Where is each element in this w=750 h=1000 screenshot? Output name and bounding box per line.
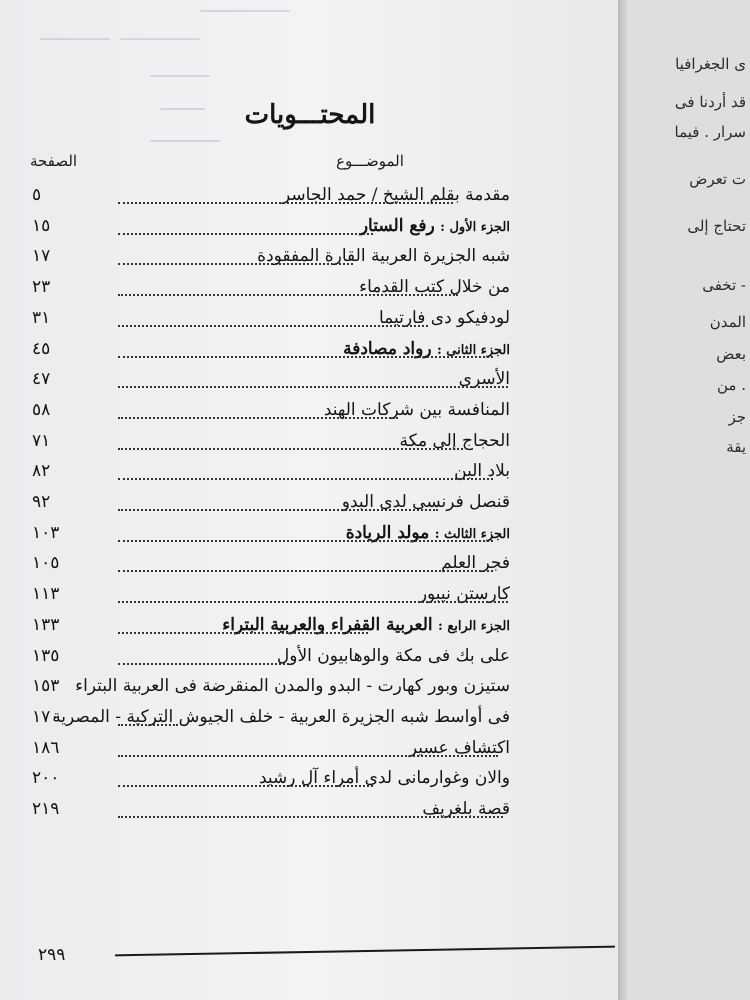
bleed-through-mark xyxy=(150,75,210,77)
toc-entry-title: اكتشاف عسير xyxy=(408,737,510,758)
toc-leader-dots xyxy=(118,570,493,572)
footer-rule xyxy=(115,946,615,957)
toc-leader-dots xyxy=(118,601,508,603)
toc-entry-title: ستيزن وبور كهارت - البدو والمدن المنقرضة فى العربية البتراء xyxy=(75,676,510,697)
toc-page-number: ٤٧ xyxy=(32,369,51,390)
toc-page-number: ١٣٣ xyxy=(32,614,60,635)
page-column-header: الصفحة xyxy=(30,152,78,170)
toc-entry-title: قنصل فرنسى لدى البدو xyxy=(341,492,510,512)
toc-page-number: ٣١ xyxy=(32,307,51,328)
toc-entry-title: كارستن نيبور xyxy=(418,584,510,605)
toc-row xyxy=(0,456,620,486)
toc-part-row xyxy=(0,610,620,640)
toc-page-number: ٧١ xyxy=(32,430,51,451)
toc-row xyxy=(0,272,620,302)
toc-part-row xyxy=(0,518,620,548)
toc-entry-title: الحجاج إلى مكة xyxy=(399,430,510,451)
toc-row xyxy=(0,579,620,609)
toc-entry-title: فجر العلم xyxy=(441,553,510,574)
toc-leader-dots xyxy=(118,540,493,542)
adjacent-page-line: - تخفى xyxy=(702,276,746,294)
toc-entry-title: بلاد البن xyxy=(454,461,510,482)
adjacent-page-line: المدن xyxy=(709,313,746,331)
toc-row xyxy=(0,364,620,394)
toc-row xyxy=(0,702,620,732)
toc-leader-dots xyxy=(118,386,508,388)
toc-leader-dots xyxy=(118,663,293,665)
toc-leader-dots xyxy=(118,632,368,634)
toc-leader-dots xyxy=(118,785,373,787)
adjacent-page-line: يقة xyxy=(726,438,746,456)
toc-page-number: ٩٢ xyxy=(32,492,51,512)
toc-row xyxy=(0,671,620,701)
page-title: المحتـــويات xyxy=(244,100,376,130)
toc-entry-title: فى أواسط شبه الجزيرة العربية - خلف الجيوش التركية - المصرية xyxy=(52,706,510,727)
toc-page-number: ٢١٩ xyxy=(32,799,60,819)
toc-row xyxy=(0,641,620,671)
toc-row xyxy=(0,763,620,793)
toc-row xyxy=(0,180,620,210)
toc-leader-dots xyxy=(118,816,503,818)
adjacent-page-line: بعض xyxy=(716,345,746,363)
toc-part-row xyxy=(0,334,620,364)
toc-part-label: الجزء الرابع : xyxy=(438,618,510,634)
toc-leader-dots xyxy=(118,356,493,358)
toc-page-number: ١٠٥ xyxy=(32,553,60,574)
toc-part-label: الجزء الثالث : xyxy=(434,526,510,542)
footer-page-number: ٢٩٩ xyxy=(38,945,66,965)
toc-row xyxy=(0,241,620,271)
toc-page-number: ٤٥ xyxy=(32,338,51,359)
toc-row xyxy=(0,794,620,824)
toc-row xyxy=(0,426,620,456)
toc-leader-dots xyxy=(118,755,498,757)
toc-part-title: مولد الريادة xyxy=(345,522,430,543)
toc-page-number: ١٧٠ xyxy=(32,706,60,727)
toc-entry-title: مقدمة بقلم الشيخ / حمد الجاسر xyxy=(282,185,510,205)
toc-part-title: رفع الستار xyxy=(359,215,435,236)
toc-part-title: رواد مصادفة xyxy=(343,338,432,359)
adjacent-page-line: قد أردنا فى xyxy=(674,93,746,111)
toc-entry-title: على بك فى مكة والوهابيون الأول xyxy=(276,645,510,666)
toc-entry-title xyxy=(343,334,510,366)
bleed-through-mark xyxy=(120,38,200,40)
toc-page-number: ٢٠٠ xyxy=(32,768,60,789)
book-gutter xyxy=(618,0,630,1000)
toc-leader-dots xyxy=(118,325,428,327)
toc-page-number: ١٣٥ xyxy=(32,645,60,666)
adjacent-page-line: . من xyxy=(717,376,746,394)
toc-leader-dots xyxy=(118,202,453,204)
toc-entry-title: لودفيكو دى فارتيما xyxy=(378,307,510,328)
adjacent-page-line: جز xyxy=(728,408,746,426)
toc-leader-dots xyxy=(118,509,438,511)
toc-entry-title: شبه الجزيرة العربية القارة المفقودة xyxy=(257,246,510,267)
toc-page-number: ٥٨ xyxy=(32,399,51,420)
toc-entry-title: الأسرى xyxy=(458,369,510,390)
toc-page-number: ١٠٣ xyxy=(32,522,60,543)
toc-leader-dots xyxy=(118,724,178,726)
toc-leader-dots xyxy=(118,263,353,265)
toc-leader-dots xyxy=(118,233,373,235)
toc-leader-dots xyxy=(118,478,493,480)
topic-column-header: الموضـــوع xyxy=(336,152,404,170)
toc-page-number: ١٥ xyxy=(32,215,51,236)
toc-leader-dots xyxy=(118,294,458,296)
toc-page-number: ١١٣ xyxy=(32,584,60,605)
toc-page-number: ٥ xyxy=(32,185,42,205)
adjacent-page xyxy=(630,0,750,1000)
toc-page-number: ١٧ xyxy=(32,246,51,267)
toc-entry-title xyxy=(360,211,510,243)
adjacent-page-line: تحتاج إلى xyxy=(687,217,746,235)
adjacent-page-line: ت تعرض xyxy=(689,170,746,188)
toc-part-row xyxy=(0,211,620,241)
toc-part-label: الجزء الأول : xyxy=(440,219,510,235)
toc-entry-title: قصة بلغريف xyxy=(422,799,510,819)
bleed-through-mark xyxy=(40,38,110,40)
toc-entry-title: والان وغوارمانى لدى أمراء آل رشيد xyxy=(258,768,510,789)
toc-row xyxy=(0,303,620,333)
toc-page-number: ٢٣ xyxy=(32,277,51,298)
adjacent-page-line: سرار . فيما xyxy=(674,123,746,141)
toc-part-label: الجزء الثانى : xyxy=(436,342,510,358)
adjacent-page-line: ى الجغرافيا xyxy=(675,55,746,73)
toc-page-number: ١٥٣ xyxy=(32,676,60,697)
toc-part-title: العربية القفراء والعربية البتراء xyxy=(222,614,433,635)
toc-entry-title xyxy=(222,610,510,642)
toc-leader-dots xyxy=(118,448,463,450)
toc-page-number: ١٨٦ xyxy=(32,737,60,758)
toc-page-number: ٨٢ xyxy=(32,461,51,482)
toc-entry-title: من خلال كتب القدماء xyxy=(359,277,510,298)
toc-leader-dots xyxy=(118,417,398,419)
bleed-through-mark xyxy=(150,140,220,142)
toc-row xyxy=(0,487,620,517)
toc-row xyxy=(0,395,620,425)
toc-entry-title: المنافسة بين شركات الهند xyxy=(323,399,510,420)
bleed-through-mark xyxy=(200,10,290,12)
toc-row xyxy=(0,733,620,763)
toc-entry-title xyxy=(346,518,510,550)
toc-row xyxy=(0,548,620,578)
